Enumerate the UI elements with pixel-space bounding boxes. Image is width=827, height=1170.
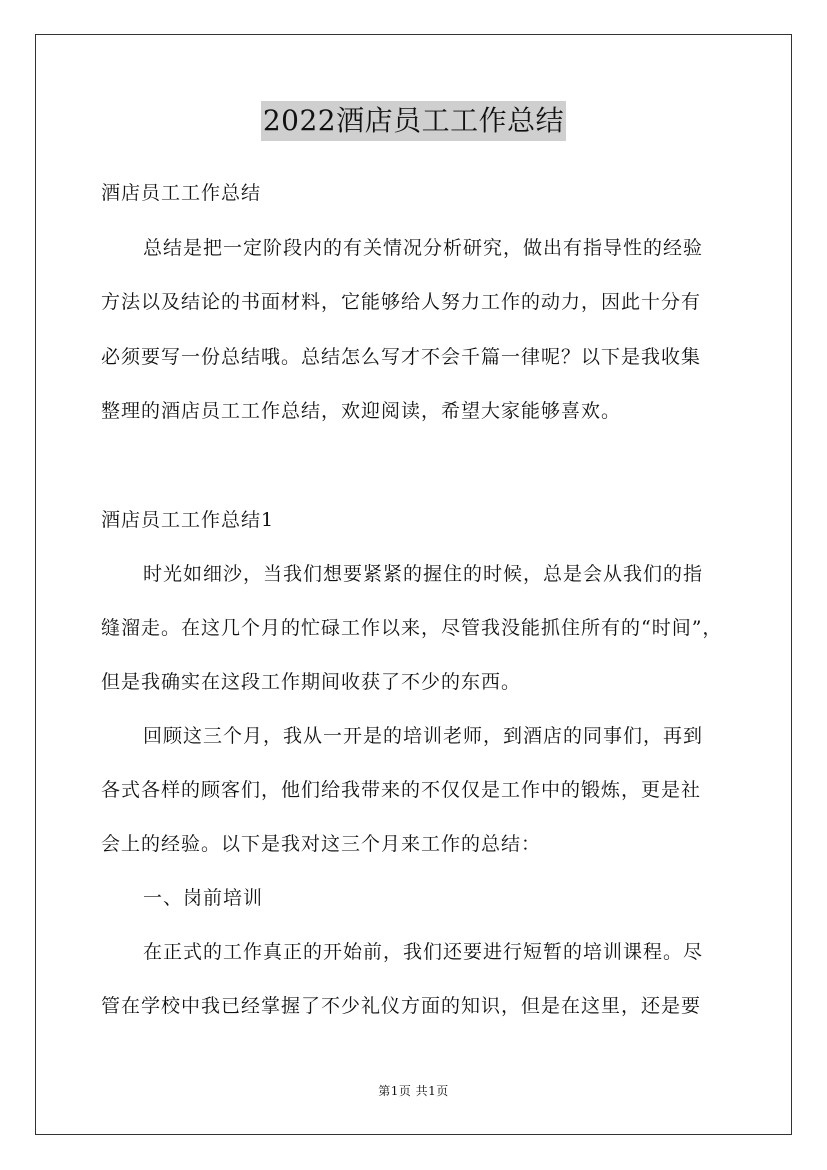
para3-line-2: 管在学校中我已经掌握了不少礼仪方面的知识，但是在这里，还是要 xyxy=(101,995,702,1017)
section-heading: 酒店员工工作总结1 xyxy=(101,509,275,531)
document-subtitle: 酒店员工工作总结 xyxy=(101,182,262,204)
para1-line-2: 缝溜走。在这几个月的忙碌工作以来，尽管我没能抓住所有的“时间”， xyxy=(101,617,723,639)
document-title: 2022酒店员工工作总结 xyxy=(261,101,566,141)
para2-line-2: 各式各样的顾客们，他们给我带来的不仅仅是工作中的锻炼，更是社 xyxy=(101,779,702,801)
subheading: 一、岗前培训 xyxy=(143,887,264,909)
title-container xyxy=(0,101,827,141)
para3-line-1: 在正式的工作真正的开始前，我们还要进行短暂的培训课程。尽 xyxy=(143,941,704,963)
para1-line-1: 时光如细沙，当我们想要紧紧的握住的时候，总是会从我们的指 xyxy=(143,563,704,585)
intro-line-3: 必须要写一份总结哦。总结怎么写才不会千篇一律呢？以下是我收集 xyxy=(101,346,702,368)
intro-line-1: 总结是把一定阶段内的有关情况分析研究，做出有指导性的经验 xyxy=(143,237,704,259)
para1-line-3: 但是我确实在这段工作期间收获了不少的东西。 xyxy=(101,671,522,693)
page-footer: 第1页 共1页 xyxy=(378,1084,449,1098)
intro-line-4: 整理的酒店员工工作总结，欢迎阅读，希望大家能够喜欢。 xyxy=(101,400,622,422)
para2-line-3: 会上的经验。以下是我对这三个月来工作的总结： xyxy=(101,833,542,855)
intro-line-2: 方法以及结论的书面材料，它能够给人努力工作的动力，因此十分有 xyxy=(101,291,702,313)
para2-line-1: 回顾这三个月，我从一开是的培训老师，到酒店的同事们，再到 xyxy=(143,725,704,747)
